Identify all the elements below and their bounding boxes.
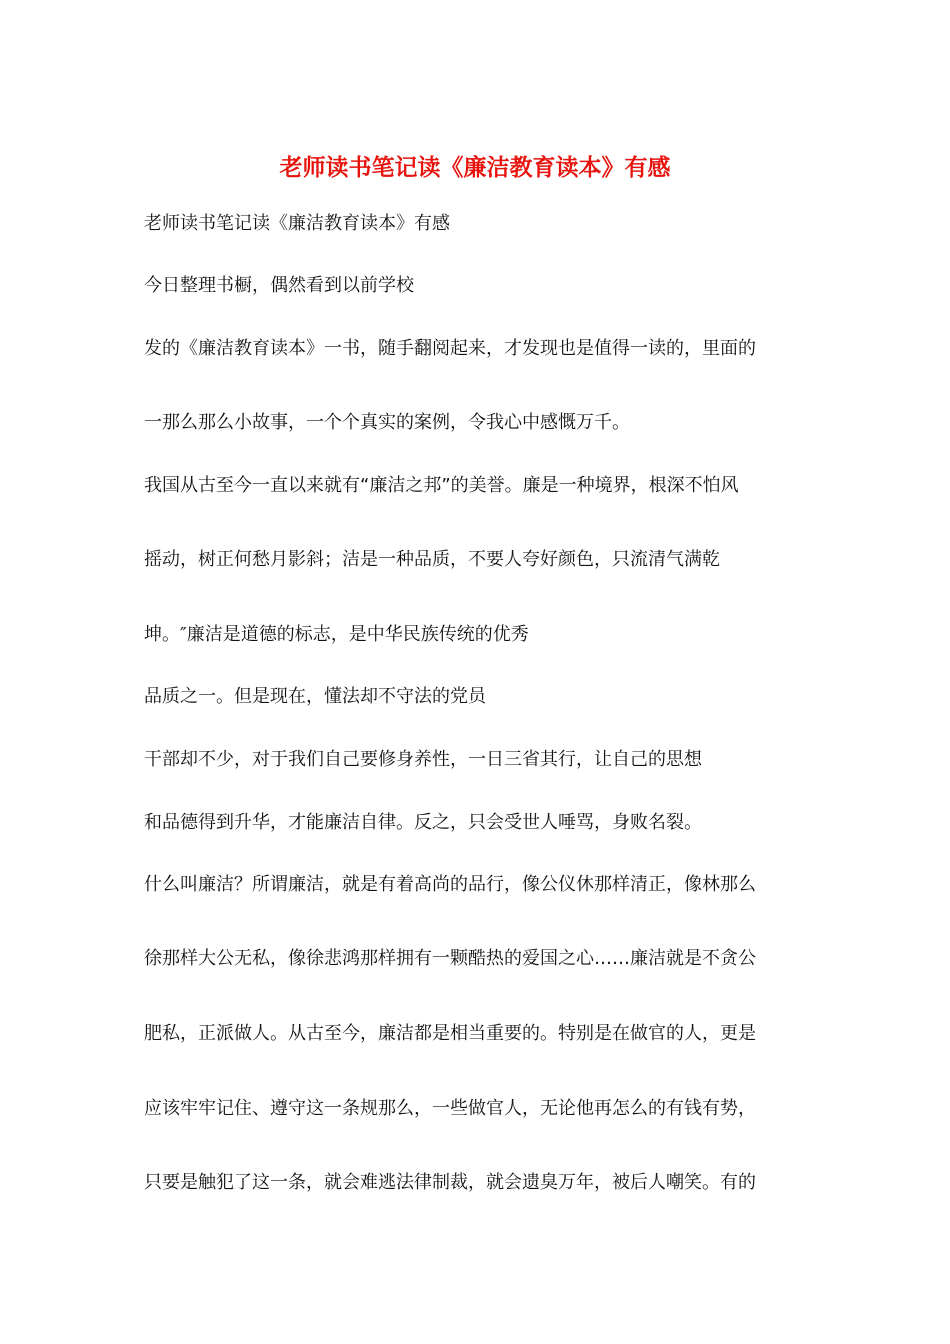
paragraph-line: 应该牢牢记住、遵守这一条规那么，一些做官人，无论他再怎么的有钱有势， [144, 1098, 756, 1119]
paragraph-line: 一那么那么小故事，一个个真实的案例，令我心中感慨万千。 [144, 412, 630, 433]
paragraph-line: 坤。″廉洁是道德的标志，是中华民族传统的优秀 [144, 624, 529, 645]
paragraph-line: 肥私，正派做人。从古至今，廉洁都是相当重要的。特别是在做官的人，更是 [144, 1023, 756, 1044]
paragraph-line: 摇动，树正何愁月影斜；洁是一种品质，不要人夸好颜色，只流清气满乾 [144, 549, 720, 570]
paragraph-line: 我国从古至今一直以来就有“廉洁之邦”的美誉。廉是一种境界，根深不怕风 [144, 475, 739, 496]
paragraph-line: 徐那样大公无私，像徐悲鸿那样拥有一颗酷热的爱国之心……廉洁就是不贪公 [144, 948, 756, 969]
paragraph-line: 今日整理书橱，偶然看到以前学校 [144, 275, 414, 296]
paragraph-line: 老师读书笔记读《廉洁教育读本》有感 [144, 213, 450, 234]
document-title: 老师读书笔记读《廉洁教育读本》有感 [279, 154, 671, 181]
paragraph-line: 发的《廉洁教育读本》一书，随手翻阅起来，才发现也是值得一读的，里面的 [144, 338, 756, 359]
paragraph-line: 和品德得到升华，才能廉洁自律。反之，只会受世人唾骂，身败名裂。 [144, 812, 702, 833]
paragraph-line: 只要是触犯了这一条，就会难逃法律制裁，就会遗臭万年，被后人嘲笑。有的 [144, 1172, 756, 1193]
paragraph-line: 品质之一。但是现在，懂法却不守法的党员 [144, 686, 486, 707]
paragraph-line: 什么叫廉洁？所谓廉洁，就是有着高尚的品行，像公仪休那样清正，像林那么 [144, 874, 756, 895]
paragraph-line: 干部却不少，对于我们自己要修身养性，一日三省其行，让自己的思想 [144, 749, 702, 770]
